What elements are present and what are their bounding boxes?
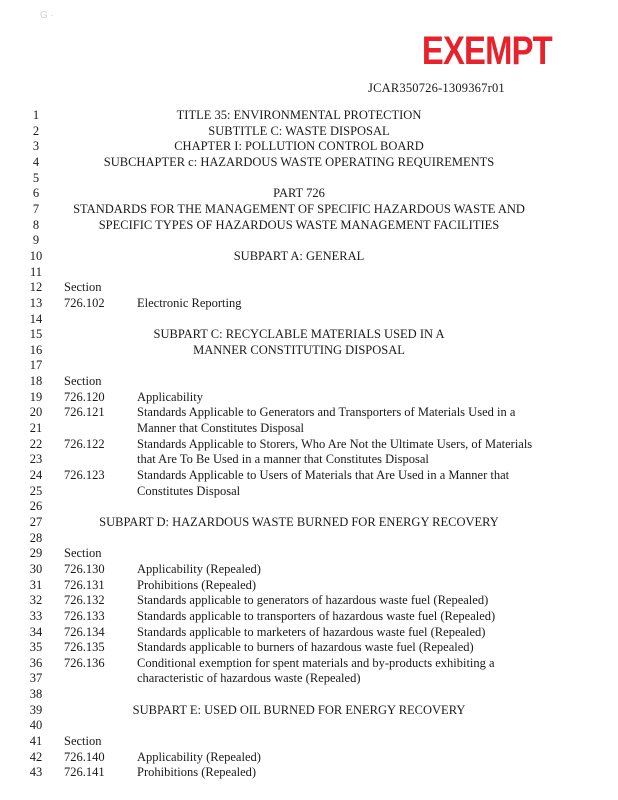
section-title: Prohibitions (Repealed): [137, 577, 257, 592]
section-number: 726.131: [64, 577, 105, 592]
document-line: [0, 545, 618, 561]
line-number: 16: [29, 342, 43, 357]
document-line: [0, 248, 618, 264]
heading-text: SUBPART E: USED OIL BURNED FOR ENERGY RECOVERY: [132, 702, 466, 717]
section-title: Manner that Constitutes Disposal: [137, 421, 304, 435]
document-line: [0, 279, 618, 295]
line-number: 31: [29, 577, 43, 592]
document-line: [0, 717, 618, 733]
document-line: [0, 655, 618, 671]
section-label: Section: [64, 734, 102, 748]
line-number: 22: [29, 436, 43, 451]
line-number: 12: [29, 280, 43, 295]
line-number: 28: [29, 530, 43, 545]
line-number: 21: [29, 421, 43, 435]
section-title: Standards Applicable to Generators and Transporters of Materials Used in a: [137, 405, 516, 420]
line-number: 15: [29, 327, 43, 342]
document-line: [0, 733, 618, 749]
section-number: 726.135: [64, 640, 105, 655]
section-title: characteristic of hazardous waste (Repealed): [137, 671, 361, 686]
line-number: 30: [29, 561, 43, 576]
document-line: [0, 404, 618, 420]
line-number: 34: [29, 624, 43, 639]
document-line: [0, 295, 618, 311]
section-title: Standards applicable to burners of hazardous waste fuel (Repealed): [137, 640, 474, 655]
line-number: 18: [29, 374, 43, 389]
line-number: 36: [29, 655, 43, 670]
section-number: 726.102: [64, 295, 105, 310]
document-line: [0, 514, 618, 530]
section-number: 726.120: [64, 389, 105, 404]
line-number: 40: [29, 718, 43, 733]
section-number: 726.141: [64, 765, 105, 780]
line-number: 20: [29, 405, 43, 420]
line-number: 14: [29, 311, 43, 326]
section-title: Standards Applicable to Users of Materials that Are Used in a Manner that: [137, 467, 510, 482]
document-line: [0, 483, 618, 499]
section-title: Standards applicable to generators of hazardous waste fuel (Repealed): [137, 593, 489, 608]
section-title: Applicability: [137, 389, 203, 404]
section-title: Applicability (Repealed): [137, 561, 261, 576]
line-number: 33: [29, 608, 43, 623]
line-number: 24: [29, 467, 43, 482]
heading-text: CHAPTER I: POLLUTION CONTROL BOARD: [174, 139, 424, 154]
line-number: 41: [29, 734, 43, 748]
line-number: 25: [29, 483, 43, 498]
section-number: 726.132: [64, 593, 105, 608]
line-number: 43: [29, 765, 43, 780]
exempt-stamp: [412, 29, 552, 73]
heading-text: SUBPART C: RECYCLABLE MATERIALS USED IN A: [153, 327, 445, 342]
section-number: 726.140: [64, 749, 105, 764]
line-number: 10: [29, 248, 43, 263]
document-line: [0, 357, 618, 373]
line-number: 37: [29, 671, 43, 686]
document-line: [0, 326, 618, 342]
line-number: 17: [29, 358, 43, 373]
section-number: 726.133: [64, 608, 105, 623]
heading-text: SUBTITLE C: WASTE DISPOSAL: [208, 123, 390, 138]
section-number: 726.121: [64, 405, 105, 420]
exempt-stamp-text: EXEMPT: [421, 29, 552, 73]
document-line: [0, 577, 618, 593]
document-line: [0, 373, 618, 389]
line-number: 2: [32, 123, 40, 138]
section-label: Section: [64, 546, 102, 561]
document-line: [0, 154, 618, 170]
line-number: 23: [29, 452, 43, 467]
line-number: 42: [29, 749, 43, 764]
document-line: [0, 201, 618, 217]
document-line: [0, 670, 618, 686]
heading-text: SUBPART D: HAZARDOUS WASTE BURNED FOR ENERGY RECOVERY: [99, 514, 499, 529]
line-number: 11: [29, 264, 43, 279]
heading-text: SUBCHAPTER c: HAZARDOUS WASTE OPERATING REQUIREMENTS: [103, 154, 495, 169]
document-line: [0, 107, 618, 123]
section-title: Standards applicable to marketers of hazardous waste fuel (Repealed): [137, 624, 486, 639]
document-line: [0, 592, 618, 608]
heading-text: PART 726: [273, 186, 325, 201]
line-number: 38: [29, 687, 43, 702]
section-title: Standards Applicable to Storers, Who Are Not the Ultimate Users, of Materials: [137, 436, 533, 451]
document-line: [0, 624, 618, 640]
line-number: 4: [32, 154, 40, 169]
scan-artifact: G ·: [40, 10, 54, 21]
line-number: 6: [32, 186, 40, 201]
document-line: [0, 420, 618, 436]
section-label: Section: [64, 374, 102, 389]
line-number: 13: [29, 295, 43, 310]
section-number: 726.134: [64, 624, 105, 639]
section-number: 726.130: [64, 561, 105, 576]
line-number: 9: [32, 233, 40, 248]
document-line: [0, 389, 618, 405]
heading-text: MANNER CONSTITUTING DISPOSAL: [193, 342, 405, 357]
document-line: [0, 639, 618, 655]
document-line: [0, 185, 618, 201]
line-number: 27: [29, 514, 43, 529]
document-line: [0, 764, 618, 780]
document-line: [0, 467, 618, 483]
line-number: 1: [32, 108, 40, 122]
section-title: Applicability (Repealed): [137, 749, 261, 764]
section-title: Electronic Reporting: [137, 295, 242, 310]
line-number: 39: [29, 702, 43, 717]
line-number: 19: [29, 389, 43, 404]
line-number: 32: [29, 593, 43, 608]
section-title: Constitutes Disposal: [137, 483, 241, 498]
line-number: 26: [29, 499, 43, 514]
line-number: 8: [32, 217, 40, 232]
line-number: 5: [32, 170, 40, 185]
line-number: 29: [29, 546, 43, 561]
document-line: [0, 436, 618, 452]
document-line: [0, 311, 618, 327]
line-number: 3: [32, 139, 40, 154]
document-line: [0, 170, 618, 186]
document-line: [0, 217, 618, 233]
heading-text: TITLE 35: ENVIRONMENTAL PROTECTION: [176, 108, 422, 122]
document-line: [0, 342, 618, 358]
document-line: [0, 498, 618, 514]
document-line: [0, 451, 618, 467]
document-line: [0, 264, 618, 280]
heading-text: STANDARDS FOR THE MANAGEMENT OF SPECIFIC HAZARDOUS WASTE AND: [73, 201, 525, 216]
document-line: [0, 702, 618, 718]
section-number: 726.136: [64, 655, 105, 670]
document-line: [0, 749, 618, 765]
heading-text: SPECIFIC TYPES OF HAZARDOUS WASTE MANAGEMENT FACILITIES: [98, 217, 500, 232]
section-title: that Are To Be Used in a manner that Constitutes Disposal: [137, 452, 429, 467]
document-line: [0, 123, 618, 139]
document-line: [0, 138, 618, 154]
document-line: [0, 608, 618, 624]
document-line: [0, 530, 618, 546]
document-line: [0, 232, 618, 248]
section-title: Conditional exemption for spent materials and by-products exhibiting a: [137, 655, 495, 670]
section-number: 726.123: [64, 467, 105, 482]
document-line: [0, 686, 618, 702]
line-number: 35: [29, 640, 43, 655]
section-title: Standards applicable to transporters of hazardous waste fuel (Repealed): [137, 608, 496, 623]
document-id: JCAR350726-1309367r01: [368, 81, 505, 95]
section-label: Section: [64, 280, 102, 295]
document-line: [0, 561, 618, 577]
section-number: 726.122: [64, 436, 105, 451]
line-number: 7: [32, 201, 40, 216]
section-title: Prohibitions (Repealed): [137, 765, 257, 780]
heading-text: SUBPART A: GENERAL: [233, 248, 365, 263]
